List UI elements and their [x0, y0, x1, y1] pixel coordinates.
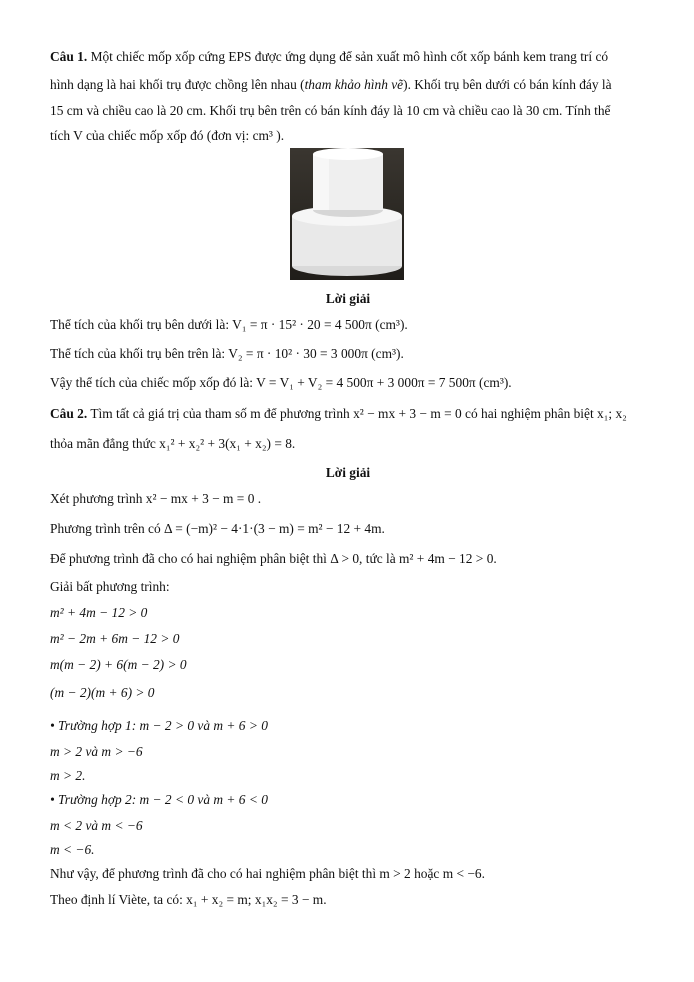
- q1-solution-1: Thể tích của khối trụ bên dưới là: V₁ = π · 15² · 20 = 4 500π (cm³).: [50, 317, 408, 332]
- q2-solution-9: • Trường hợp 1: m − 2 > 0 và m + 6 > 0: [50, 718, 268, 733]
- q1-line-2: hình dạng là hai khối trụ được chồng lên nhau (tham khảo hình vẽ). Khối trụ bên dưới có bán kính đáy là: [50, 77, 612, 92]
- q2-solution-11: m > 2.: [50, 768, 86, 783]
- q2-solution-12: • Trường hợp 2: m − 2 < 0 và m + 6 < 0: [50, 792, 268, 807]
- q2-solution-8: (m − 2)(m + 6) > 0: [50, 685, 155, 700]
- q2-solution-15: Như vậy, để phương trình đã cho có hai nghiệm phân biệt thì m > 2 hoặc m < −6.: [50, 866, 485, 881]
- q1-line-1: Câu 1. Một chiếc mốp xốp cứng EPS được ứng dụng để sản xuất mô hình cốt xốp bánh kem trang trí có: [50, 49, 609, 64]
- q1-solution-2: Thể tích của khối trụ bên trên là: V₂ = π · 10² · 30 = 3 000π (cm³).: [50, 346, 404, 361]
- q1-line-4: tích V của chiếc mốp xốp đó (đơn vị: cm³ ).: [50, 128, 285, 143]
- q2-solution-5: m² + 4m − 12 > 0: [50, 605, 148, 620]
- q2-line-2: thỏa mãn đẳng thức x₁² + x₂² + 3(x₁ + x₂) = 8.: [50, 436, 296, 451]
- q2-solution-1: Xét phương trình x² − mx + 3 − m = 0 .: [50, 491, 262, 506]
- foam-cake-photo: [290, 148, 404, 280]
- q1-solution-title: Lời giải: [325, 291, 371, 306]
- q2-solution-title: Lời giải: [325, 465, 371, 480]
- q1-solution-3: Vậy thể tích của chiếc mốp xốp đó là: V = V₁ + V₂ = 4 500π + 3 000π = 7 500π (cm³).: [50, 375, 512, 390]
- q1-line-3: 15 cm và chiều cao là 20 cm. Khối trụ bên trên có bán kính đáy là 10 cm và chiều cao là 30 cm. Tính thể: [50, 103, 611, 118]
- q2-solution-13: m < 2 và m < −6: [50, 818, 143, 833]
- stacked-cylinders-illustration: [290, 148, 404, 280]
- q2-line-1: Câu 2. Tìm tất cả giá trị của tham số m để phương trình x² − mx + 3 − m = 0 có hai nghiệm phân biệt x₁; x₂: [50, 406, 627, 421]
- q2-solution-2: Phương trình trên có Δ = (−m)² − 4·1·(3 − m) = m² − 12 + 4m.: [50, 521, 385, 536]
- q2-solution-16: Theo định lí Viète, ta có: x₁ + x₂ = m; x₁x₂ = 3 − m.: [50, 892, 327, 907]
- q1-label: Câu 1.: [50, 49, 88, 64]
- q2-solution-6: m² − 2m + 6m − 12 > 0: [50, 631, 180, 646]
- q2-solution-7: m(m − 2) + 6(m − 2) > 0: [50, 657, 187, 672]
- q2-solution-10: m > 2 và m > −6: [50, 744, 143, 759]
- q2-solution-3: Để phương trình đã cho có hai nghiệm phân biệt thì Δ > 0, tức là m² + 4m − 12 > 0.: [50, 551, 497, 566]
- q2-label: Câu 2.: [50, 406, 88, 421]
- q2-solution-4: Giải bất phương trình:: [50, 579, 170, 594]
- q2-solution-14: m < −6.: [50, 842, 95, 857]
